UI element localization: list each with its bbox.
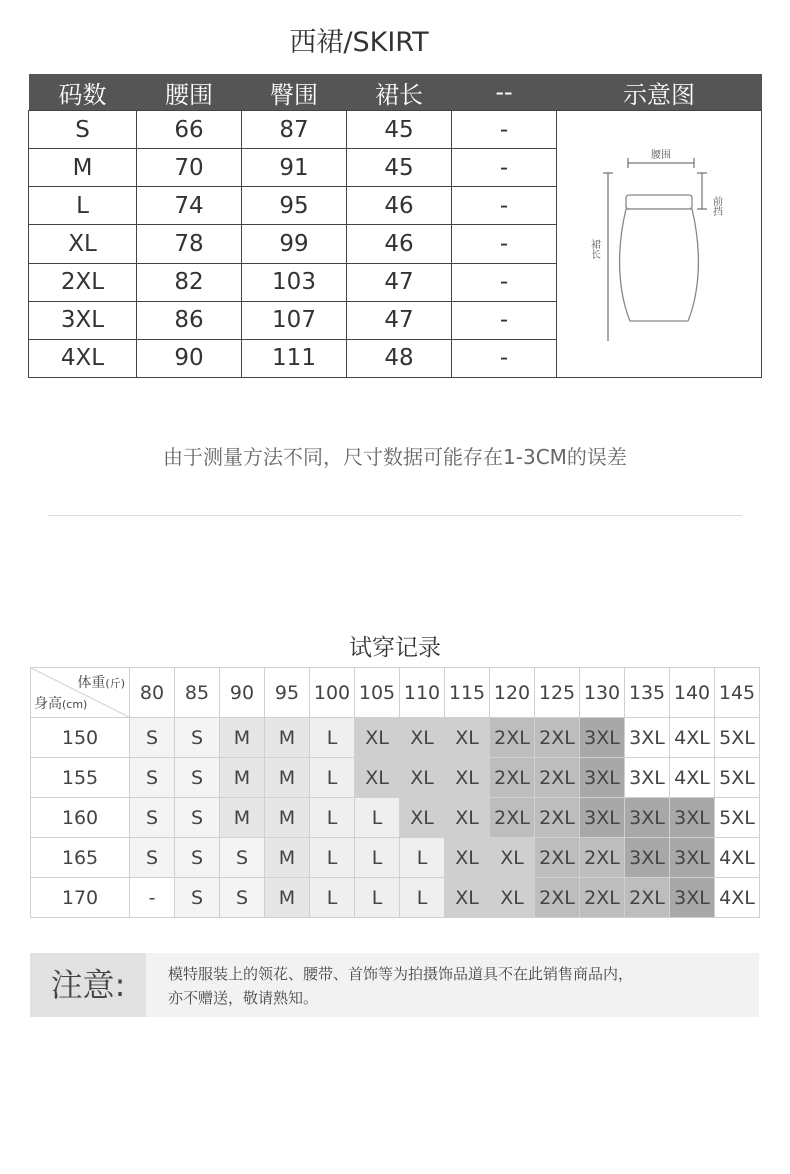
fit-size-cell: 4XL [715,878,760,918]
fit-size-cell: XL [490,838,535,878]
weight-header-cell: 110 [400,668,445,718]
blank-cell: - [452,301,557,339]
fit-size-cell: S [130,758,175,798]
fit-size-cell: M [265,838,310,878]
fit-size-cell: 2XL [580,878,625,918]
height-cell: 165 [31,838,130,878]
fit-size-cell: 2XL [580,838,625,878]
fit-size-cell: S [175,838,220,878]
size-table-header [29,74,762,111]
weight-header-cell: 80 [130,668,175,718]
fit-size-cell: XL [400,758,445,798]
fit-size-cell: S [175,718,220,758]
hip-cell: 103 [242,263,347,301]
waist-cell: 90 [137,339,242,377]
fit-size-cell: XL [445,878,490,918]
fit-size-cell: XL [400,798,445,838]
fit-size-cell: XL [355,758,400,798]
fit-size-cell: 2XL [535,718,580,758]
blank-cell: - [452,339,557,377]
weight-header-cell: 135 [625,668,670,718]
fit-size-cell: XL [490,878,535,918]
fit-size-cell: 2XL [535,798,580,838]
fit-size-cell: 2XL [625,878,670,918]
fit-size-cell: S [175,878,220,918]
fit-size-cell: 5XL [715,758,760,798]
fit-size-cell: S [130,718,175,758]
fit-size-cell: - [130,878,175,918]
fit-size-cell: S [175,758,220,798]
header-diagram: 示意图 [557,74,762,111]
fit-size-cell: L [400,838,445,878]
fit-size-cell: XL [445,798,490,838]
size-cell: 4XL [29,339,137,377]
fit-size-cell: 3XL [580,718,625,758]
waist-cell: 86 [137,301,242,339]
fit-size-cell: 4XL [670,718,715,758]
fit-size-cell: L [355,798,400,838]
fit-size-cell: L [355,878,400,918]
fit-size-cell: 2XL [490,798,535,838]
header-blank: -- [452,74,557,111]
notice-text [168,962,748,1010]
blank-cell: - [452,149,557,187]
fit-size-cell: 2XL [535,878,580,918]
weight-header-cell: 90 [220,668,265,718]
hip-cell: 91 [242,149,347,187]
weight-header-cell: 105 [355,668,400,718]
fit-size-cell: S [175,798,220,838]
size-cell: 2XL [29,263,137,301]
fit-size-cell: XL [445,838,490,878]
weight-header-cell: 100 [310,668,355,718]
length-cell: 48 [347,339,452,377]
fit-size-cell: M [265,758,310,798]
skirt-diagram [557,111,762,378]
size-cell: M [29,149,137,187]
size-row [29,111,762,149]
waist-cell: 82 [137,263,242,301]
length-cell: 46 [347,225,452,263]
hip-cell: 99 [242,225,347,263]
weight-header-cell: 140 [670,668,715,718]
fit-size-cell: 3XL [625,758,670,798]
hip-cell: 111 [242,339,347,377]
hip-cell: 95 [242,187,347,225]
weight-header-cell: 95 [265,668,310,718]
measure-note: 由于测量方法不同，尺寸数据可能存在1-3CM的误差 [163,445,627,469]
front-rise-label: 前挡 [710,196,721,216]
fit-size-cell: L [310,838,355,878]
weight-header-cell: 125 [535,668,580,718]
fit-size-cell: M [220,718,265,758]
fit-size-cell: L [310,758,355,798]
weight-header-cell: 145 [715,668,760,718]
fit-row [31,758,760,798]
fit-header-row [31,668,760,718]
fit-size-cell: M [265,798,310,838]
weight-header-cell: 115 [445,668,490,718]
notice-line-1: 模特服装上的领花、腰带、首饰等为拍摄饰品道具不在此销售商品内， [168,965,634,983]
length-cell: 45 [347,111,452,149]
fit-size-cell: M [265,718,310,758]
fit-size-cell: L [310,798,355,838]
fit-size-cell: 4XL [670,758,715,798]
notice-label: 注意: [30,953,146,1017]
hip-cell: 87 [242,111,347,149]
fit-size-cell: S [220,838,265,878]
fit-size-cell: XL [445,758,490,798]
fit-row [31,838,760,878]
blank-cell: - [452,187,557,225]
weight-header-cell: 85 [175,668,220,718]
length-cell: 45 [347,149,452,187]
fit-size-cell: XL [400,718,445,758]
waist-label: 腰围 [650,150,671,161]
blank-cell: - [452,111,557,149]
fit-size-cell: M [265,878,310,918]
header-waist: 腰围 [137,74,242,111]
blank-cell: - [452,225,557,263]
fit-size-cell: L [310,878,355,918]
fit-size-cell: XL [355,718,400,758]
fit-size-cell: 3XL [670,838,715,878]
fit-size-cell: XL [445,718,490,758]
fit-table [30,667,760,918]
fit-size-cell: M [220,758,265,798]
fit-size-cell: L [400,878,445,918]
size-table [28,74,762,378]
fit-size-cell: S [220,878,265,918]
height-cell: 155 [31,758,130,798]
fit-size-cell: 4XL [715,838,760,878]
fit-size-cell: S [130,798,175,838]
divider [48,515,742,516]
size-cell: XL [29,225,137,263]
header-length: 裙长 [347,74,452,111]
fit-size-cell: S [130,838,175,878]
blank-cell: - [452,263,557,301]
fit-size-cell: 3XL [625,838,670,878]
fit-size-cell: 2XL [490,718,535,758]
fit-size-cell: 5XL [715,718,760,758]
hip-cell: 107 [242,301,347,339]
waist-cell: 70 [137,149,242,187]
page-title: 西裙/SKIRT [289,27,429,58]
fit-size-cell: 2XL [535,758,580,798]
length-cell: 46 [347,187,452,225]
fit-size-cell: 5XL [715,798,760,838]
fit-size-cell: 3XL [625,718,670,758]
waist-cell: 66 [137,111,242,149]
height-cell: 170 [31,878,130,918]
length-label: 裙长 [588,239,599,259]
header-size: 码数 [29,74,137,111]
length-cell: 47 [347,263,452,301]
size-cell: L [29,187,137,225]
weight-header-cell: 130 [580,668,625,718]
fit-row [31,798,760,838]
height-axis-label: 身高(cm) [34,696,88,712]
header-hip: 臀围 [242,74,347,111]
fit-size-cell: 3XL [625,798,670,838]
weight-header-cell: 120 [490,668,535,718]
fit-title: 试穿记录 [349,635,441,661]
fit-size-cell: L [310,718,355,758]
fit-row [31,878,760,918]
height-cell: 150 [31,718,130,758]
fit-corner-cell [31,668,130,718]
skirt-illustration [558,111,761,371]
weight-axis-label: 体重(斤) [77,675,125,691]
waist-cell: 74 [137,187,242,225]
notice-line-2: 亦不赠送，敬请熟知。 [168,989,319,1007]
fit-size-cell: M [220,798,265,838]
fit-size-cell: 3XL [670,878,715,918]
fit-size-cell: L [355,838,400,878]
fit-size-cell: 3XL [580,798,625,838]
fit-size-cell: 2XL [535,838,580,878]
fit-row [31,718,760,758]
size-cell: S [29,111,137,149]
notice-box [30,953,759,1017]
fit-size-cell: 2XL [490,758,535,798]
size-cell: 3XL [29,301,137,339]
length-cell: 47 [347,301,452,339]
waist-cell: 78 [137,225,242,263]
fit-size-cell: 3XL [580,758,625,798]
fit-size-cell: 3XL [670,798,715,838]
height-cell: 160 [31,798,130,838]
